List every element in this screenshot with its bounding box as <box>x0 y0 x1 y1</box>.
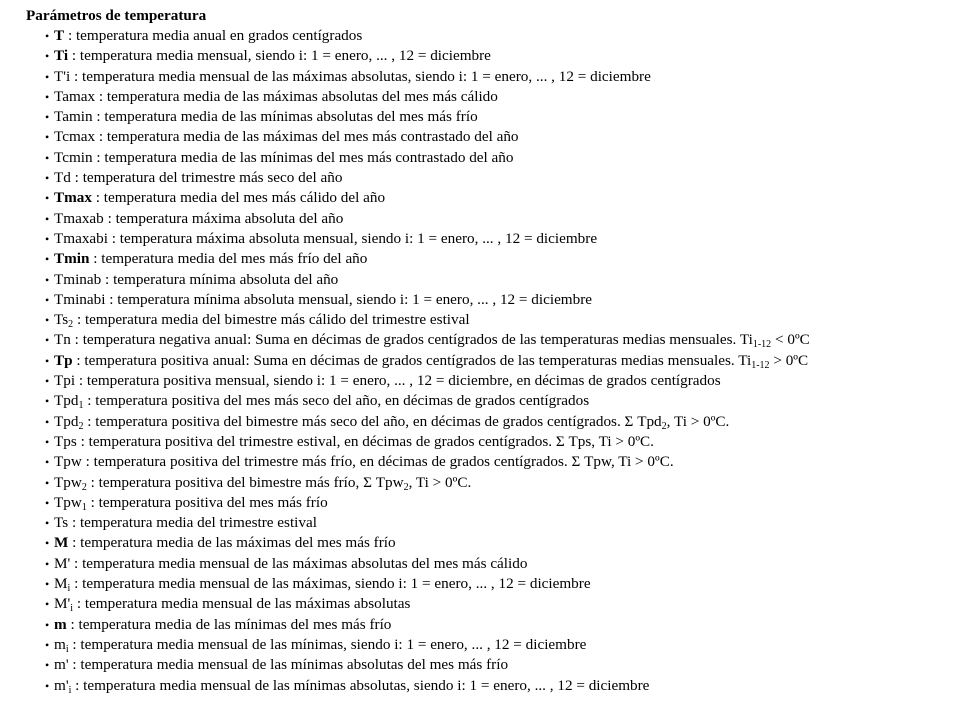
list-item <box>45 574 810 595</box>
bullet-icon: • <box>45 292 50 307</box>
bullet-icon: • <box>45 434 50 449</box>
bullet-icon: • <box>45 495 50 510</box>
bullet-icon: • <box>45 211 50 226</box>
list-item <box>45 513 810 533</box>
parameter-symbol: Tpw <box>54 493 82 511</box>
parameter-symbol: Tmin <box>54 250 90 268</box>
list-item <box>45 533 810 553</box>
bullet-icon: • <box>45 475 50 490</box>
parameter-description: : temperatura media del mes más frío del año <box>89 250 368 268</box>
parameter-description: : temperatura mínima absoluta del año <box>101 270 339 288</box>
parameter-subscript: i <box>65 643 69 655</box>
parameter-symbol: Tn <box>54 331 71 349</box>
bullet-icon: • <box>45 597 50 612</box>
parameter-symbol: T'i <box>54 67 71 85</box>
parameter-description: : temperatura media mensual de las máximas absolutas, siendo i: 1 = enero, ... , 12 = diciembre <box>70 67 651 85</box>
parameter-description: : temperatura media del bimestre más cálido del trimestre estival <box>73 311 470 329</box>
parameter-description: : temperatura positiva del trimestre estival, en décimas de grados centígrados. Σ Tps, Ti > 0ºC. <box>76 432 654 450</box>
parameter-description: : temperatura positiva del bimestre más frío, Σ Tpw <box>86 473 404 491</box>
parameter-description: : temperatura media de las mínimas absolutas del mes más frío <box>92 108 478 126</box>
parameter-description: : temperatura media mensual de las máximas absolutas <box>73 595 411 613</box>
parameter-description: : temperatura del trimestre más seco del año <box>70 169 343 187</box>
parameter-symbol: Tmaxab <box>54 209 104 227</box>
list-item <box>45 391 810 412</box>
list-item <box>45 310 810 331</box>
parameter-list <box>45 26 810 696</box>
parameter-subscript: 2 <box>81 481 87 493</box>
parameter-symbol: Tamin <box>54 108 93 126</box>
parameter-description: : temperatura media anual en grados centígrados <box>64 27 363 44</box>
parameter-description: : temperatura media mensual, siendo i: 1 = enero, ... , 12 = diciembre <box>68 47 491 65</box>
bullet-icon: • <box>45 89 50 104</box>
bullet-icon: • <box>45 29 50 43</box>
list-item <box>45 330 810 351</box>
parameter-description: : temperatura máxima absoluta del año <box>103 209 344 227</box>
parameter-subscript: 2 <box>78 420 84 432</box>
bullet-icon: • <box>45 49 50 64</box>
list-item <box>45 46 810 66</box>
parameter-subscript: i <box>68 684 72 696</box>
list-item <box>45 554 810 574</box>
parameter-symbol: Tamax <box>54 87 96 105</box>
list-item <box>45 127 810 147</box>
parameter-symbol: m <box>54 615 67 633</box>
parameter-description: : temperatura media de las máximas del mes más contrastado del año <box>95 128 519 146</box>
parameter-description: : temperatura positiva del mes más frío <box>86 493 328 511</box>
parameter-description: : temperatura media de las máximas del mes más frío <box>68 534 396 552</box>
bullet-icon: • <box>45 678 50 693</box>
list-item <box>45 594 810 615</box>
parameter-description: : temperatura media de las máximas absolutas del mes más cálido <box>95 87 498 105</box>
parameter-description: : temperatura máxima absoluta mensual, siendo i: 1 = enero, ... , 12 = diciembre <box>107 229 598 247</box>
parameter-description: : temperatura negativa anual: Suma en décimas de grados centígrados de las temperaturas medias mensuales. Ti <box>70 331 753 349</box>
list-item <box>45 229 810 249</box>
bullet-icon: • <box>45 333 50 348</box>
parameter-symbol: m <box>54 635 66 653</box>
parameter-symbol: m' <box>54 676 69 694</box>
bullet-icon: • <box>45 130 50 145</box>
bullet-icon: • <box>45 272 50 287</box>
list-item <box>45 493 810 513</box>
parameter-description: : temperatura media del mes más cálido del año <box>91 189 386 207</box>
parameter-symbol: Tmaxabi <box>54 229 108 247</box>
parameter-symbol: T <box>54 27 65 44</box>
parameter-symbol: Tmax <box>54 189 92 207</box>
parameter-symbol: Tps <box>54 432 77 450</box>
parameter-symbol: Tpw <box>54 453 82 471</box>
description-tail: > 0ºC <box>769 351 809 369</box>
bullet-icon: • <box>45 556 50 571</box>
parameter-description: : temperatura media mensual de las máximas absolutas del mes más cálido <box>70 554 528 572</box>
parameter-symbol: M' <box>54 595 71 613</box>
list-item <box>45 270 810 290</box>
parameter-subscript: 2 <box>68 319 74 331</box>
parameter-description: : temperatura media mensual de las mínimas absolutas, siendo i: 1 = enero, ... , 12 = diciembre <box>71 676 650 694</box>
bullet-icon: • <box>45 353 50 368</box>
list-item <box>45 452 810 472</box>
parameter-description: : temperatura positiva del bimestre más seco del año, en décimas de grados centígrados. Σ Tpd <box>83 412 662 430</box>
parameter-subscript: i <box>67 583 71 595</box>
list-item <box>45 412 810 432</box>
parameter-description: : temperatura positiva anual: Suma en décimas de grados centígrados de las temperaturas medias mensuales. Ti <box>72 351 752 369</box>
list-item <box>45 26 810 46</box>
bullet-icon: • <box>45 536 50 551</box>
description-subscript: 1-12 <box>751 359 770 371</box>
parameter-description: : temperatura positiva del trimestre más frío, en décimas de grados centígrados. Σ Tpw, Ti > 0ºC. <box>81 453 674 471</box>
parameter-description: : temperatura media del trimestre estival <box>68 514 317 532</box>
parameter-description: : temperatura mínima absoluta mensual, siendo i: 1 = enero, ... , 12 = diciembre <box>105 290 593 308</box>
bullet-icon: • <box>45 637 50 652</box>
bullet-icon: • <box>45 658 50 673</box>
list-item <box>45 87 810 107</box>
parameter-symbol: Tcmin <box>54 148 93 166</box>
list-item <box>45 148 810 168</box>
bullet-icon: • <box>45 252 50 267</box>
bullet-icon: • <box>45 110 50 125</box>
list-item <box>45 615 810 635</box>
list-item <box>45 635 810 655</box>
list-item <box>45 67 810 87</box>
parameter-symbol: Ts <box>54 514 69 532</box>
parameter-symbol: Td <box>54 169 71 187</box>
parameter-description: : temperatura media de las mínimas del mes más contrastado del año <box>92 148 514 166</box>
bullet-icon: • <box>45 617 50 632</box>
parameter-symbol: Tcmax <box>54 128 96 146</box>
parameter-symbol: Tminabi <box>54 290 106 308</box>
parameter-subscript: i <box>70 603 74 615</box>
parameter-symbol: Tpd <box>54 392 79 410</box>
parameter-symbol: Ti <box>54 47 69 65</box>
bullet-icon: • <box>45 414 50 429</box>
parameter-symbol: Tp <box>54 351 73 369</box>
list-item <box>45 249 810 269</box>
parameter-symbol: Tminab <box>54 270 102 288</box>
bullet-icon: • <box>45 394 50 409</box>
description-tail: < 0ºC <box>771 331 810 349</box>
parameter-symbol: M' <box>54 554 71 572</box>
parameter-subscript: 1 <box>81 501 87 513</box>
description-subscript: 1-12 <box>752 339 772 351</box>
list-item <box>45 290 810 310</box>
list-item <box>45 107 810 127</box>
description-subscript: 2 <box>403 481 409 493</box>
list-item <box>45 351 810 371</box>
list-item <box>45 209 810 229</box>
description-tail: , Ti > 0ºC. <box>408 473 472 491</box>
parameter-symbol: m' <box>54 656 69 674</box>
parameter-description: : temperatura media mensual de las máximas, siendo i: 1 = enero, ... , 12 = diciembre <box>70 575 591 593</box>
parameter-description: : temperatura media mensual de las mínimas, siendo i: 1 = enero, ... , 12 = diciembre <box>68 635 587 653</box>
bullet-icon: • <box>45 374 50 389</box>
bullet-icon: • <box>45 171 50 186</box>
list-item <box>45 655 810 675</box>
parameter-description: : temperatura media de las mínimas del mes más frío <box>66 615 392 633</box>
bullet-icon: • <box>45 231 50 246</box>
list-item <box>45 473 810 493</box>
parameter-description: : temperatura positiva mensual, siendo i: 1 = enero, ... , 12 = diciembre, en décimas de grados centígrados <box>75 372 721 390</box>
description-tail: , Ti > 0ºC. <box>666 412 730 430</box>
parameter-description: : temperatura positiva del mes más seco del año, en décimas de grados centígrados <box>83 392 590 410</box>
parameter-symbol: Tpi <box>54 372 76 390</box>
parameter-symbol: Ts <box>54 311 69 329</box>
bullet-icon: • <box>45 69 50 84</box>
list-item <box>45 676 810 696</box>
bullet-icon: • <box>45 191 50 206</box>
bullet-icon: • <box>45 150 50 165</box>
parameter-symbol: Tpw <box>54 473 82 491</box>
bullet-icon: • <box>45 516 50 531</box>
list-item <box>45 432 810 452</box>
description-subscript: 2 <box>661 420 667 432</box>
bullet-icon: • <box>45 455 50 470</box>
bullet-icon: • <box>45 313 50 328</box>
list-item <box>45 188 810 208</box>
parameter-description: : temperatura media mensual de las mínimas absolutas del mes más frío <box>68 656 509 674</box>
list-item <box>45 168 810 188</box>
parameter-symbol: Tpd <box>54 412 79 430</box>
parameter-subscript: 1 <box>78 400 84 412</box>
bullet-icon: • <box>45 577 50 592</box>
page-title: Parámetros de temperatura <box>26 7 207 24</box>
parameter-symbol: M <box>54 534 69 552</box>
parameter-symbol: M <box>54 575 68 593</box>
list-item <box>45 371 810 391</box>
